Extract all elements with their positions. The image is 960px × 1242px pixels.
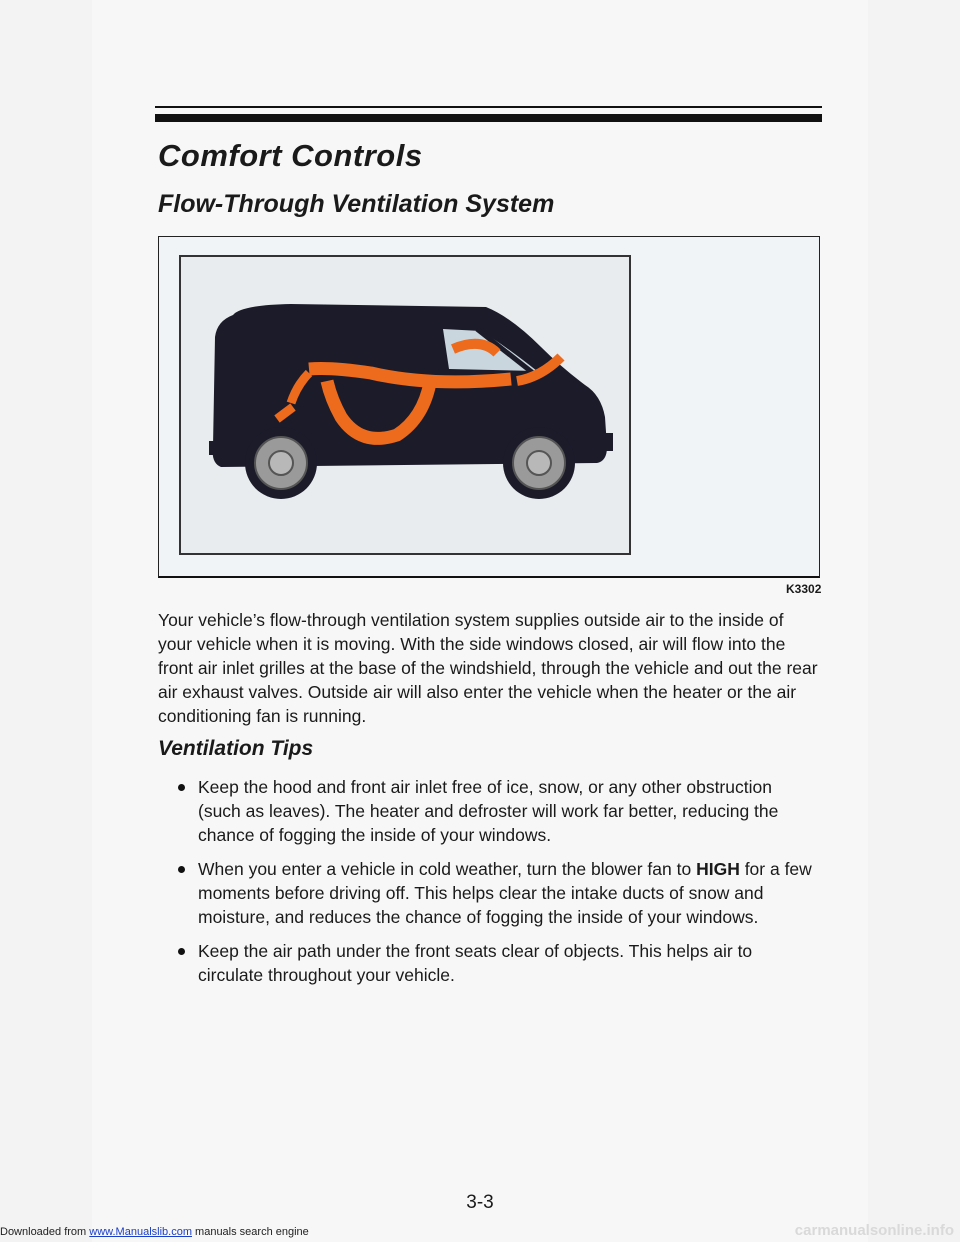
tip-text-after: for a few moments before driving off. This helps clear the intake ducts of snow and moisture, and reduces the chance of fogging the inside of your windows. <box>198 859 812 927</box>
ventilation-description: Your vehicle’s flow-through ventilation system supplies outside air to the inside of your vehicle when it is moving. With the side windows closed, air will flow into the front air inlet grilles at the base of the windshield, through the vehicle and out the rear air exhaust valves. Outside air will also enter the vehicle when the heater or the air conditioning fan is running. <box>158 610 818 726</box>
tip-text: Keep the air path under the front seats clear of objects. This helps air to circulate throughout your vehicle. <box>198 941 753 985</box>
ventilation-tips-title: Ventilation Tips <box>158 737 314 760</box>
ventilation-tips-list <box>176 775 816 997</box>
van-airflow-illustration-icon <box>181 257 629 553</box>
tip-text: Keep the hood and front air inlet free of ice, snow, or any other obstruction (such as leaves). The heater and defroster will work far better, reducing the chance of fogging the inside of your windows. <box>198 777 779 845</box>
footer-suffix: manuals search engine <box>191 1226 309 1238</box>
header-rule-thin <box>155 106 822 108</box>
page-number: 3-3 <box>466 1192 494 1213</box>
section-title: Flow-Through Ventilation System <box>158 190 555 218</box>
figure-code: K3302 <box>786 582 822 596</box>
manualslib-link[interactable]: www.Manualslib.com <box>89 1226 192 1238</box>
tip-emphasis: HIGH <box>696 859 740 879</box>
figure-frame <box>158 236 820 578</box>
van-front-bumper <box>591 433 613 451</box>
figure-inner-frame <box>179 255 631 555</box>
download-source-footer <box>0 1226 309 1238</box>
watermark: carmanualsonline.info <box>794 1222 954 1239</box>
tip-text-before: When you enter a vehicle in cold weather, turn the blower fan to <box>198 859 697 879</box>
front-wheel-hub <box>527 451 551 475</box>
list-item <box>176 775 816 847</box>
bullet-icon <box>178 784 185 791</box>
footer-prefix: Downloaded from <box>0 1226 90 1238</box>
header-rule-thick <box>155 114 822 122</box>
rear-wheel-hub <box>269 451 293 475</box>
van-rear-bumper <box>209 441 231 455</box>
bullet-icon <box>178 948 185 955</box>
list-item <box>176 857 816 929</box>
list-item <box>176 939 816 987</box>
bullet-icon <box>178 866 185 873</box>
chapter-title: Comfort Controls <box>158 138 423 173</box>
